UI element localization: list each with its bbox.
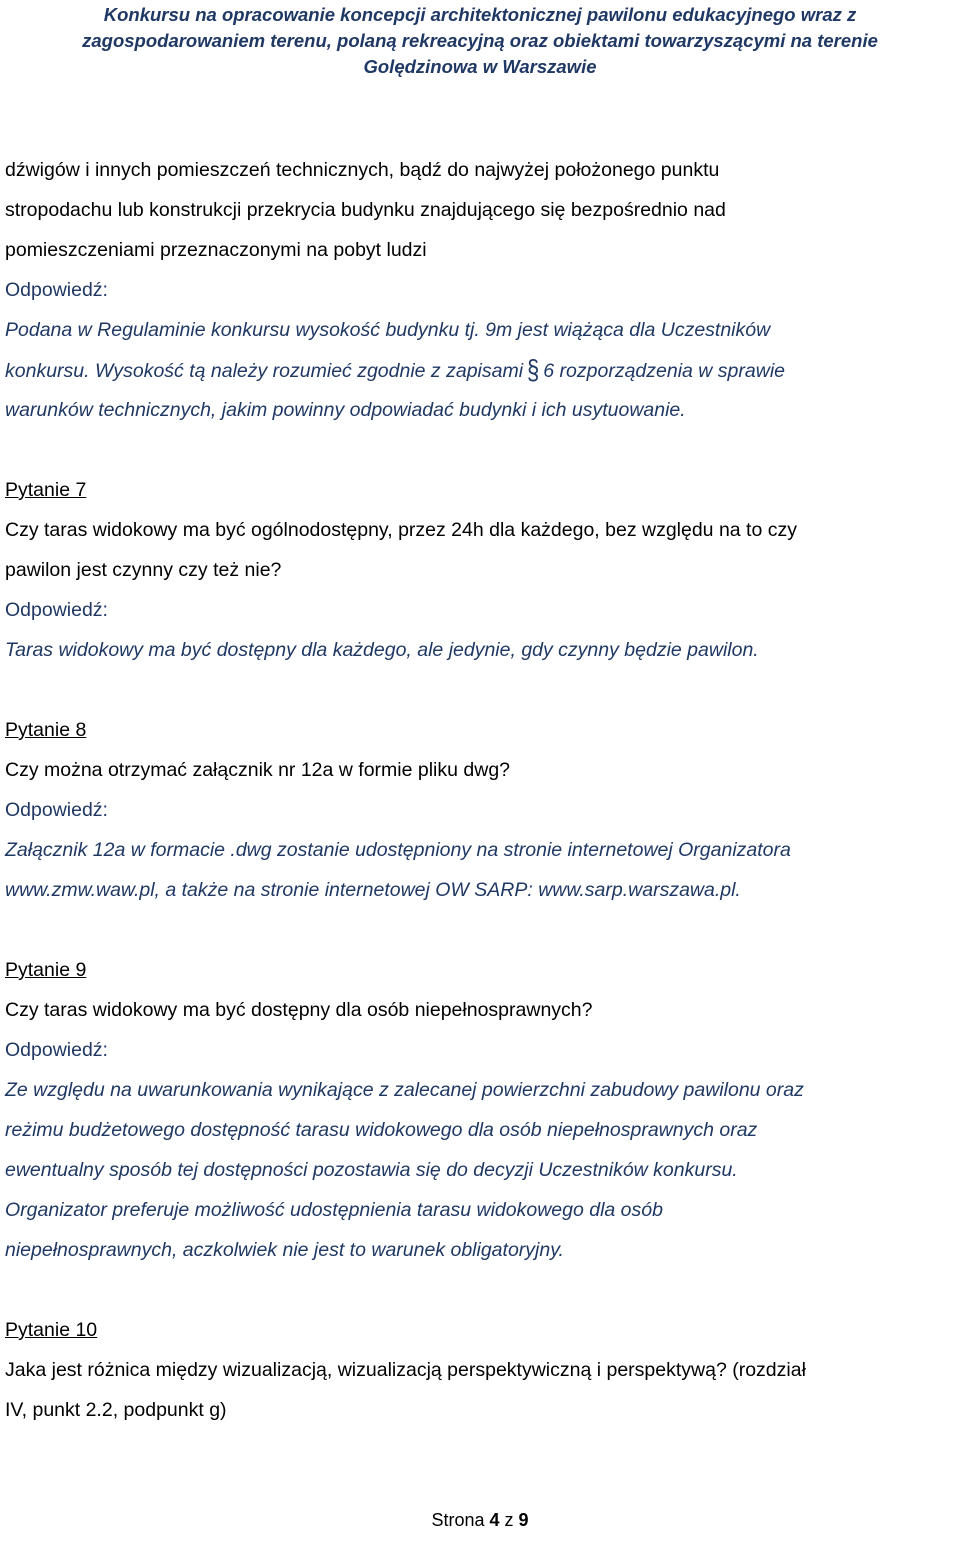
section-sign-icon: § [527, 353, 540, 385]
answer-text-line: Ze względu na uwarunkowania wynikające z zalecanej powierzchni zabudowy pawilonu oraz [5, 1079, 804, 1101]
paragraph-spacer [5, 1270, 960, 1310]
answer-label: Odpowiedź: [5, 599, 108, 621]
question-heading: Pytanie 7 [5, 479, 87, 501]
continued-question [5, 150, 960, 430]
answer-text-line: Podana w Regulaminie konkursu wysokość budynku tj. 9m jest wiążąca dla Uczestników [5, 319, 771, 341]
paragraph-spacer [5, 670, 960, 710]
question-heading: Pytanie 9 [5, 959, 87, 981]
header-line-2: zagospodarowaniem terenu, polaną rekreacyjną oraz obiektami towarzyszącymi na terenie [82, 30, 878, 51]
answer-text-segment: konkursu. Wysokość tą należy rozumieć zgodnie z zapisami [5, 360, 524, 382]
question-text-line: stropodachu lub konstrukcji przekrycia budynku znajdującego się bezpośrednio nad [5, 199, 726, 221]
question-block-10 [5, 1310, 960, 1430]
question-block-9 [5, 950, 960, 1270]
document-body [5, 150, 960, 1430]
page-separator: z [504, 1510, 514, 1530]
question-block-7 [5, 470, 960, 670]
question-text-line: Czy taras widokowy ma być ogólnodostępny, przez 24h dla każdego, bez względu na to czy [5, 519, 797, 541]
question-block-8 [5, 710, 960, 910]
paragraph-spacer [5, 910, 960, 950]
question-text-line: dźwigów i innych pomieszczeń technicznych, bądź do najwyżej położonego punktu [5, 159, 720, 181]
question-text-line: Czy taras widokowy ma być dostępny dla osób niepełnosprawnych? [5, 999, 593, 1021]
answer-text-line: www.zmw.waw.pl, a także na stronie internetowej OW SARP: www.sarp.warszawa.pl. [5, 879, 741, 901]
answer-text-line: warunków technicznych, jakim powinny odpowiadać budynki i ich usytuowanie. [5, 399, 686, 421]
question-heading: Pytanie 8 [5, 719, 87, 741]
header-line-1: Konkursu na opracowanie koncepcji architektonicznej pawilonu edukacyjnego wraz z [103, 4, 857, 25]
answer-text-line: niepełnosprawnych, aczkolwiek nie jest to warunek obligatoryjny. [5, 1239, 564, 1261]
question-text-line: pawilon jest czynny czy też nie? [5, 559, 282, 581]
document-header [0, 2, 960, 80]
question-text-line: Jaka jest różnica między wizualizacją, wizualizacją perspektywiczną i perspektywą? (rozdział [5, 1359, 806, 1381]
question-heading: Pytanie 10 [5, 1319, 98, 1341]
answer-text-line: Taras widokowy ma być dostępny dla każdego, ale jedynie, gdy czynny będzie pawilon. [5, 639, 759, 661]
page-label: Strona [431, 1510, 485, 1530]
answer-label: Odpowiedź: [5, 279, 108, 301]
paragraph-spacer [5, 430, 960, 470]
answer-text-segment: 6 rozporządzenia w sprawie [543, 360, 785, 382]
answer-text-line: Organizator preferuje możliwość udostępnienia tarasu widokowego dla osób [5, 1199, 663, 1221]
page-current: 4 [489, 1510, 500, 1530]
page-footer [0, 1500, 960, 1540]
question-text-line: IV, punkt 2.2, podpunkt g) [5, 1399, 227, 1421]
answer-text-line: reżimu budżetowego dostępność tarasu widokowego dla osób niepełnosprawnych oraz [5, 1119, 758, 1141]
answer-label: Odpowiedź: [5, 1039, 108, 1061]
page-total: 9 [518, 1510, 529, 1530]
answer-text-line: ewentualny sposób tej dostępności pozostawia się do decyzji Uczestników konkursu. [5, 1159, 738, 1181]
header-line-3: Golędzinowa w Warszawie [363, 56, 597, 77]
question-text-line: Czy można otrzymać załącznik nr 12a w formie pliku dwg? [5, 759, 511, 781]
question-text-line: pomieszczeniami przeznaczonymi na pobyt ludzi [5, 239, 427, 261]
answer-text-line: Załącznik 12a w formacie .dwg zostanie udostępniony na stronie internetowej Organizatora [5, 839, 791, 861]
answer-text-line [5, 350, 960, 390]
answer-label: Odpowiedź: [5, 799, 108, 821]
